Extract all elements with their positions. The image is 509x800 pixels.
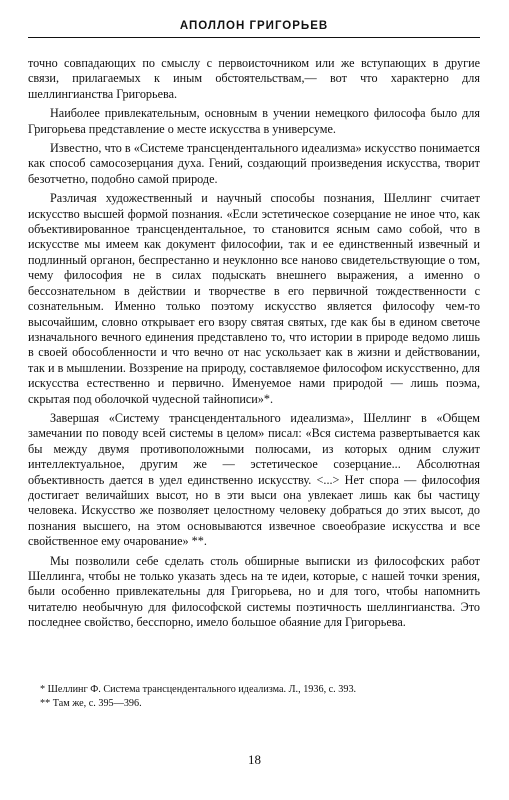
page-number: 18	[248, 752, 261, 767]
footnotes	[28, 683, 480, 711]
footnote: ** Там же, с. 395—396.	[40, 698, 142, 709]
paragraph-quotation: Различая художественный и научный способы познания, Шеллинг считает искусство высшей формой познания. «Если эстетическое созерцание не иное что, как объективированное трансцендентальное, то становится ясным само собой, что в искусстве мы имеем как документ философии, так и ее единственный извечный и подлинный органон, беспрестанно и неуклонно все наново свидетельствующие о том, чему философия не в силах подыскать внешнего выражения, а именно о бессознательном в действии и творчестве в его первичной тождественности с сознательным. Именно только поэтому искусство является философу чем-то высочайшим, словно открывает его взору святая святых, где как бы в едином светоче изначального вечного единения представлено то, что истории в природе ведомо лишь в своей обособленности и что вечно от нас ускользает как в жизни и действовании, так и в мышлении. Воззрение на природу, составляемое философом искусственно, для искусства естественно и первично. Именуемое нами природой — лишь поэма, скрытая под оболочкой чудесной тайнописи»*.	[28, 191, 480, 406]
running-title: АПОЛЛОН ГРИГОРЬЕВ	[28, 20, 480, 38]
paragraph: Известно, что в «Системе трансцендентального идеализма» искусство понимается как способ самосозерцания духа. Гений, создающий произведения искусства, творит безотчетно, подобно самой природе.	[28, 141, 480, 186]
paragraph: Мы позволили себе сделать столь обширные выписки из философских работ Шеллинга, чтобы не только указать здесь на те идеи, которые, с нашей точки зрения, были особенно привлекательны для Григорьева, но и для того, чтобы напомнить читателю необычную для философской системы поэтичность шеллингианства. Это последнее свойство, бесспорно, имело большое обаяние для Григорьева.	[28, 553, 480, 630]
paragraph-quotation: Завершая «Систему трансцендентального идеализма», Шеллинг в «Общем замечании по поводу всей системы в целом» писал: «Вся система развертывается как бы между двумя противоположными полюсами, из которых одним служит интеллектуальное, другим же — эстетическое созерцание... Абсолютная объективность дается в удел единственно искусству. <...> Нет спора — философия достигает величайших высот, но в эти выси она увлекает лишь как бы частицу человека. Искусство же позволяет целостному человеку добраться до этих высот, до познания высшего, на этом основываются извечное своеобразие искусства и все свойственное ему очарование» **.	[28, 410, 480, 549]
paragraph: Наиболее привлекательным, основным в учении немецкого философа было для Григорьева представление о месте искусства в универсуме.	[28, 106, 480, 136]
main-text	[28, 56, 480, 632]
footnote: * Шеллинг Ф. Система трансцендентального идеализма. Л., 1936, с. 393.	[40, 684, 357, 695]
paragraph-continued: точно совпадающих по смыслу с первоисточником или же вступающих в другие связи, прилагаемых к иным обстоятельствам,— вот что характерно для шеллингианства Григорьева.	[28, 56, 480, 101]
